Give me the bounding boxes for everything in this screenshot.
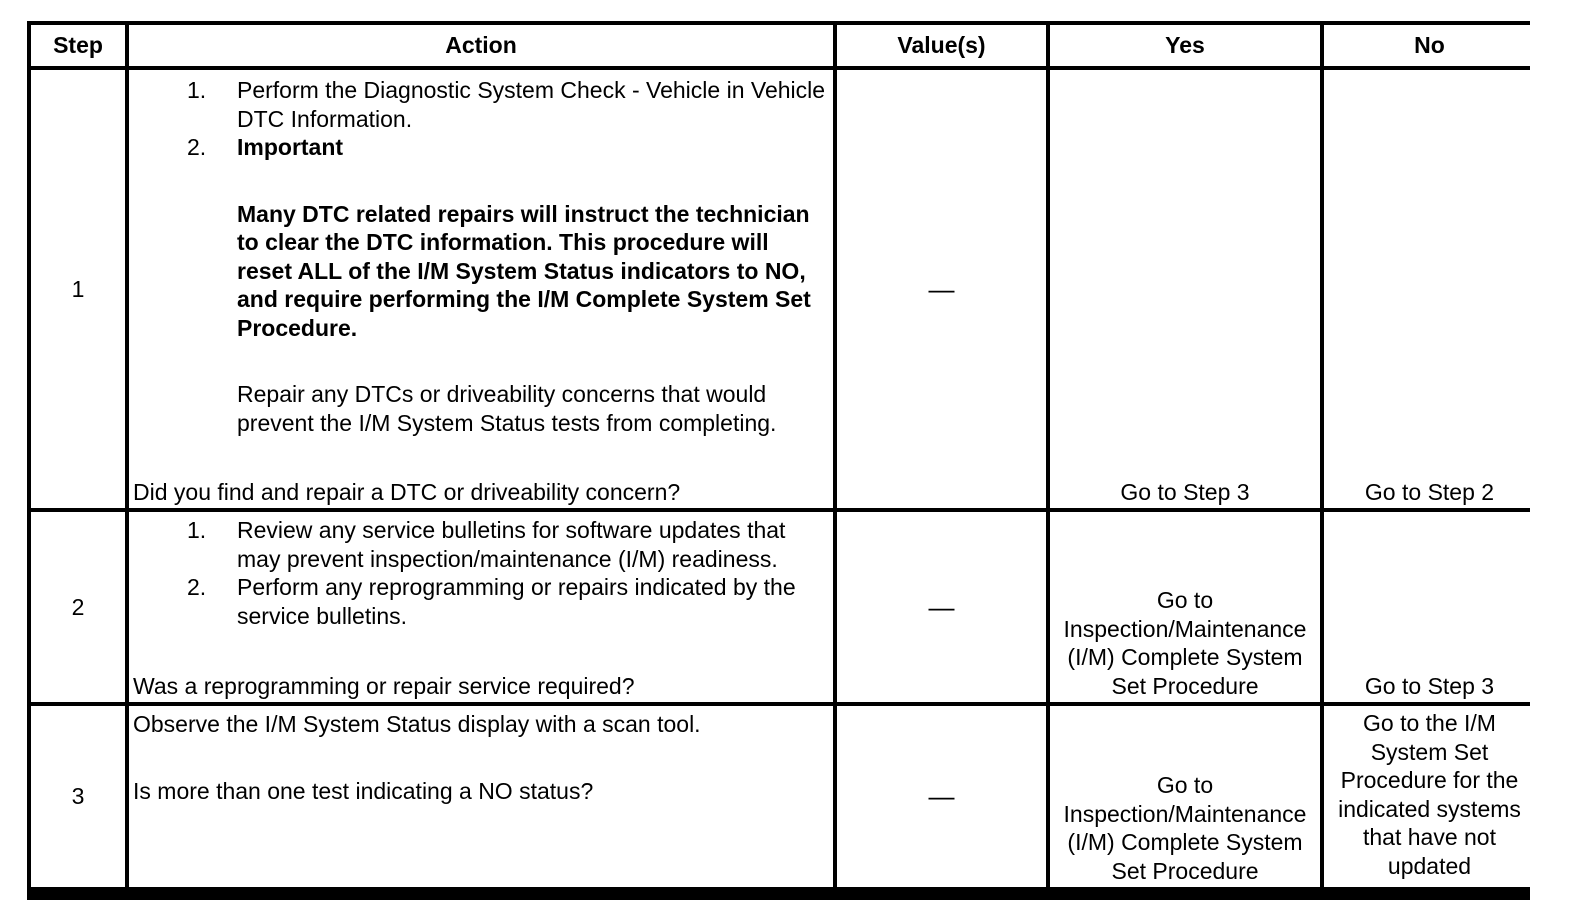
important-notice: Many DTC related repairs will instruct the technician to clear the DTC information. This procedure will reset ALL of the I/M System Status indicators to NO, and require performing the I/M Complete System Set Procedure.	[237, 200, 811, 341]
header-yes: Yes	[1050, 25, 1320, 66]
action-steps	[133, 76, 829, 162]
repair-instruction: Repair any DTCs or driveability concerns that would prevent the I/M System Status tests from completing.	[237, 381, 777, 436]
step-item-number: 1.	[187, 517, 207, 543]
action-question: Was a reprogramming or repair service required?	[133, 672, 635, 699]
action-cell	[129, 706, 833, 887]
step-item-number: 2.	[187, 574, 207, 600]
no-cell: Go to Step 2	[1324, 70, 1535, 508]
action-step-item	[187, 516, 829, 573]
no-cell: Go to the I/M System Set Procedure for the indicated systems that have not updated	[1324, 706, 1535, 887]
yes-cell: Go to Inspection/Maintenance (I/M) Complete System Set Procedure	[1050, 512, 1320, 702]
yes-cell: Go to Step 3	[1050, 70, 1320, 508]
yes-cell: Go to Inspection/Maintenance (I/M) Complete System Set Procedure	[1050, 706, 1320, 887]
action-cell	[129, 512, 833, 702]
header-step: Step	[31, 25, 125, 66]
action-question: Did you find and repair a DTC or driveability concern?	[133, 478, 681, 505]
step-number: 3	[31, 706, 125, 887]
action-step-item	[187, 76, 829, 133]
action-step-item	[187, 573, 829, 630]
header-no: No	[1324, 25, 1535, 66]
step-item-text: Review any service bulletins for software updates that may prevent inspection/maintenance (I/M) readiness.	[237, 517, 786, 572]
action-step-item	[187, 133, 829, 162]
header-values: Value(s)	[837, 25, 1046, 66]
step-item-text: Perform the Diagnostic System Check - Vehicle in Vehicle DTC Information.	[237, 77, 826, 132]
step-number: 2	[31, 512, 125, 702]
action-steps	[133, 516, 829, 630]
action-question: Is more than one test indicating a NO status?	[133, 777, 594, 804]
action-cell	[129, 70, 833, 508]
value-cell: —	[837, 706, 1046, 887]
important-label: Important	[237, 134, 344, 160]
diagnostic-table	[27, 21, 1530, 900]
step-item-number: 2.	[187, 134, 207, 160]
step-item-text: Perform any reprogramming or repairs indicated by the service bulletins.	[237, 574, 796, 629]
value-cell: —	[837, 512, 1046, 702]
step-item-number: 1.	[187, 77, 207, 103]
no-cell: Go to Step 3	[1324, 512, 1535, 702]
step-number: 1	[31, 70, 125, 508]
header-action: Action	[129, 25, 833, 66]
observe-instruction: Observe the I/M System Status display with a scan tool.	[133, 711, 701, 737]
value-cell: —	[837, 70, 1046, 508]
